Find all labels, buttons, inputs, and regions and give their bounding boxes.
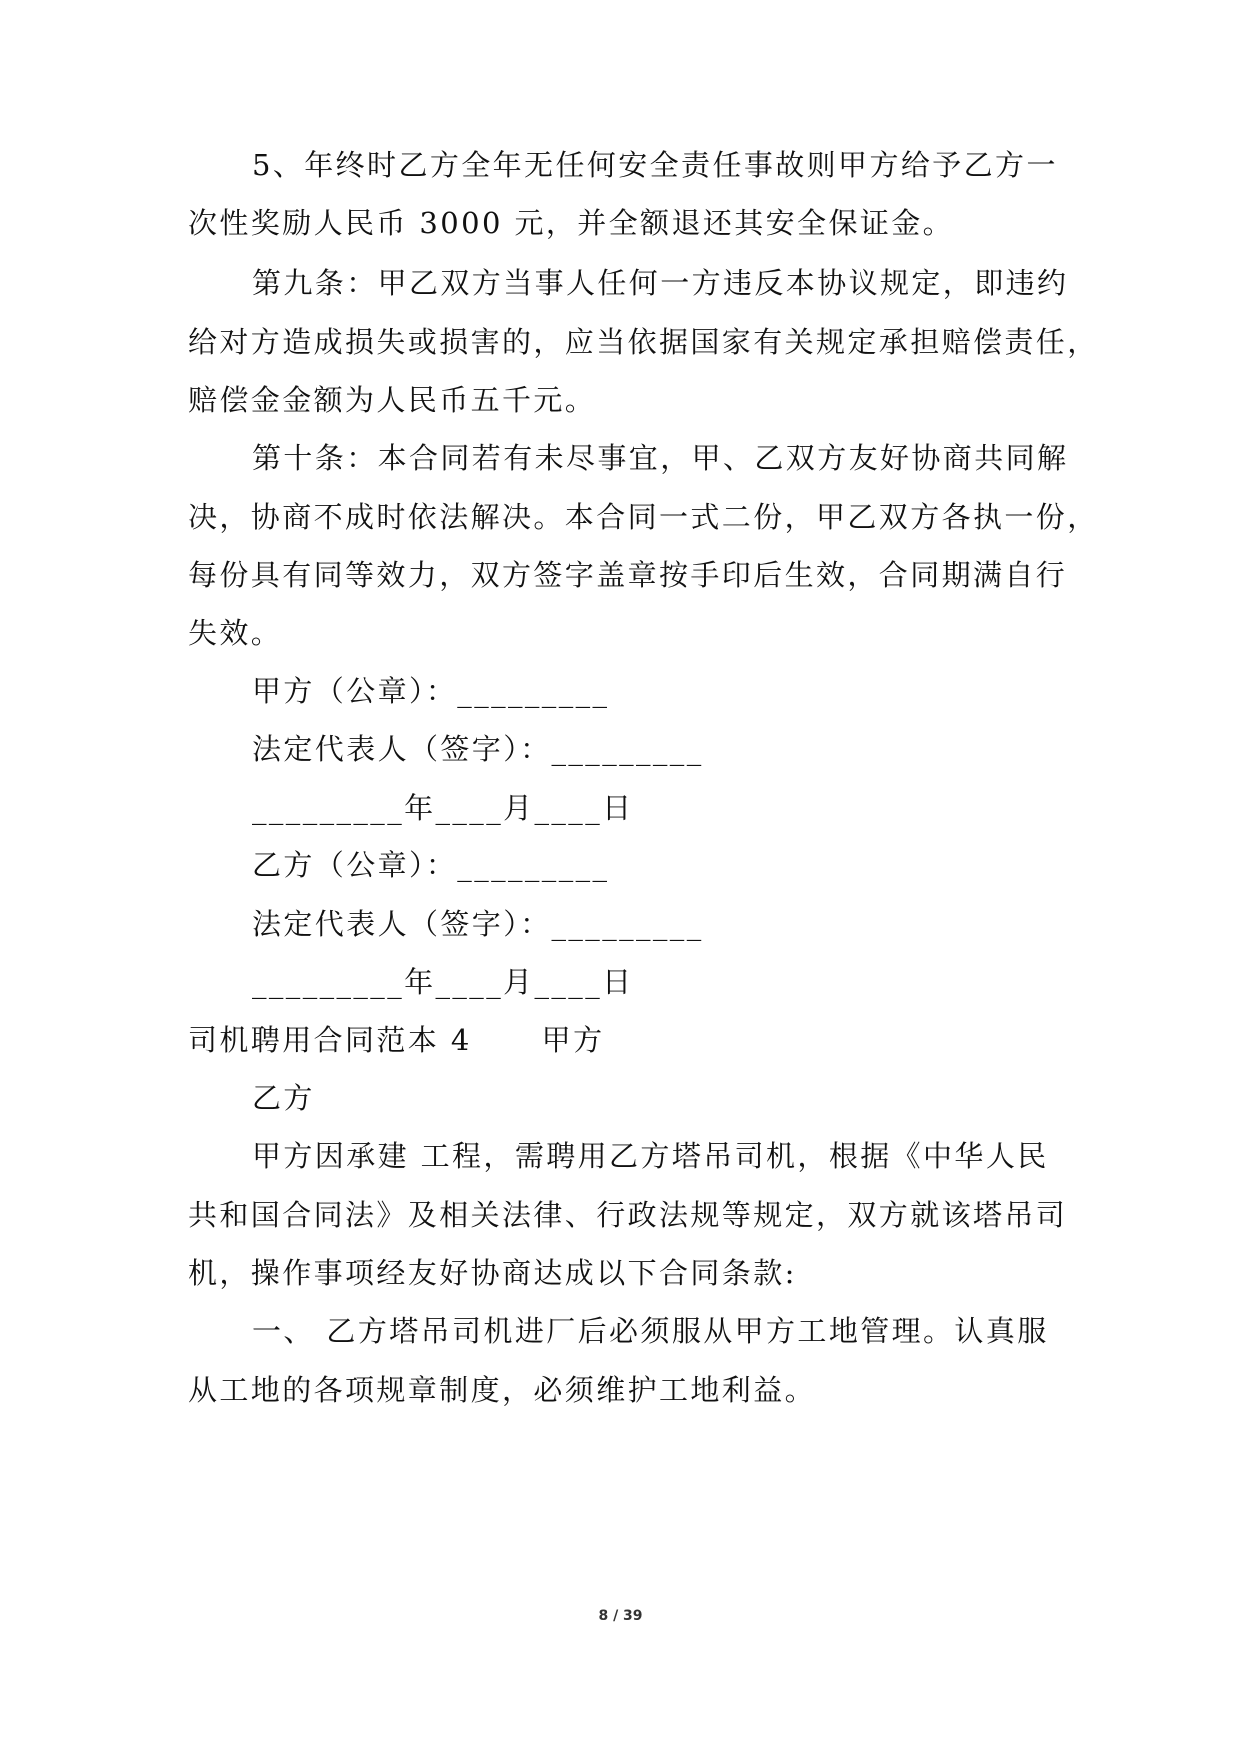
article-9-line: 第九条：甲乙双方当事人任何一方违反本协议规定，即违约 bbox=[252, 266, 1069, 300]
party-b-date-line: _________年____月____日 bbox=[252, 965, 634, 999]
party-b-label: 乙方 bbox=[252, 1081, 315, 1115]
section-heading bbox=[188, 1018, 1058, 1062]
intro-line: 甲方因承建 工程，需聘用乙方塔吊司机，根据《中华人民 bbox=[252, 1139, 1049, 1173]
article-10-line: 失效。 bbox=[188, 616, 283, 650]
intro-line: 共和国合同法》及相关法律、行政法规等规定，双方就该塔吊司 bbox=[188, 1198, 1068, 1232]
paragraph-line: 5、年终时乙方全年无任何安全责任事故则甲方给予乙方一 bbox=[252, 148, 1058, 182]
party-b-representative-line: 法定代表人（签字）：_________ bbox=[252, 907, 704, 941]
article-10-line: 第十条：本合同若有未尽事宜，甲、乙双方友好协商共同解 bbox=[252, 441, 1069, 475]
intro-line: 机，操作事项经友好协商达成以下合同条款: bbox=[188, 1256, 797, 1290]
article-9-line: 给对方造成损失或损害的，应当依据国家有关规定承担赔偿责任， bbox=[188, 325, 1099, 359]
article-10-line: 每份具有同等效力，双方签字盖章按手印后生效，合同期满自行 bbox=[188, 558, 1068, 592]
clause-1-line: 一、 乙方塔吊司机进厂后必须服从甲方工地管理。认真服 bbox=[252, 1314, 1049, 1348]
clause-1-line: 从工地的各项规章制度，必须维护工地利益。 bbox=[188, 1373, 817, 1407]
party-a-seal-line: 甲方（公章）：_________ bbox=[252, 674, 610, 708]
party-a-label: 甲方 bbox=[541, 1023, 605, 1057]
party-b-seal-line: 乙方（公章）：_________ bbox=[252, 848, 610, 882]
page-number: 8 / 39 bbox=[598, 1608, 643, 1624]
party-a-representative-line: 法定代表人（签字）：_________ bbox=[252, 732, 704, 766]
section-title: 司机聘用合同范本 4 bbox=[188, 1023, 472, 1057]
party-a-date-line: _________年____月____日 bbox=[252, 791, 634, 825]
article-10-line: 决，协商不成时依法解决。本合同一式二份，甲乙双方各执一份， bbox=[188, 500, 1099, 534]
paragraph-line: 次性奖励人民币 3000 元，并全额退还其安全保证金。 bbox=[188, 206, 955, 240]
article-9-line: 赔偿金金额为人民币五千元。 bbox=[188, 383, 597, 417]
